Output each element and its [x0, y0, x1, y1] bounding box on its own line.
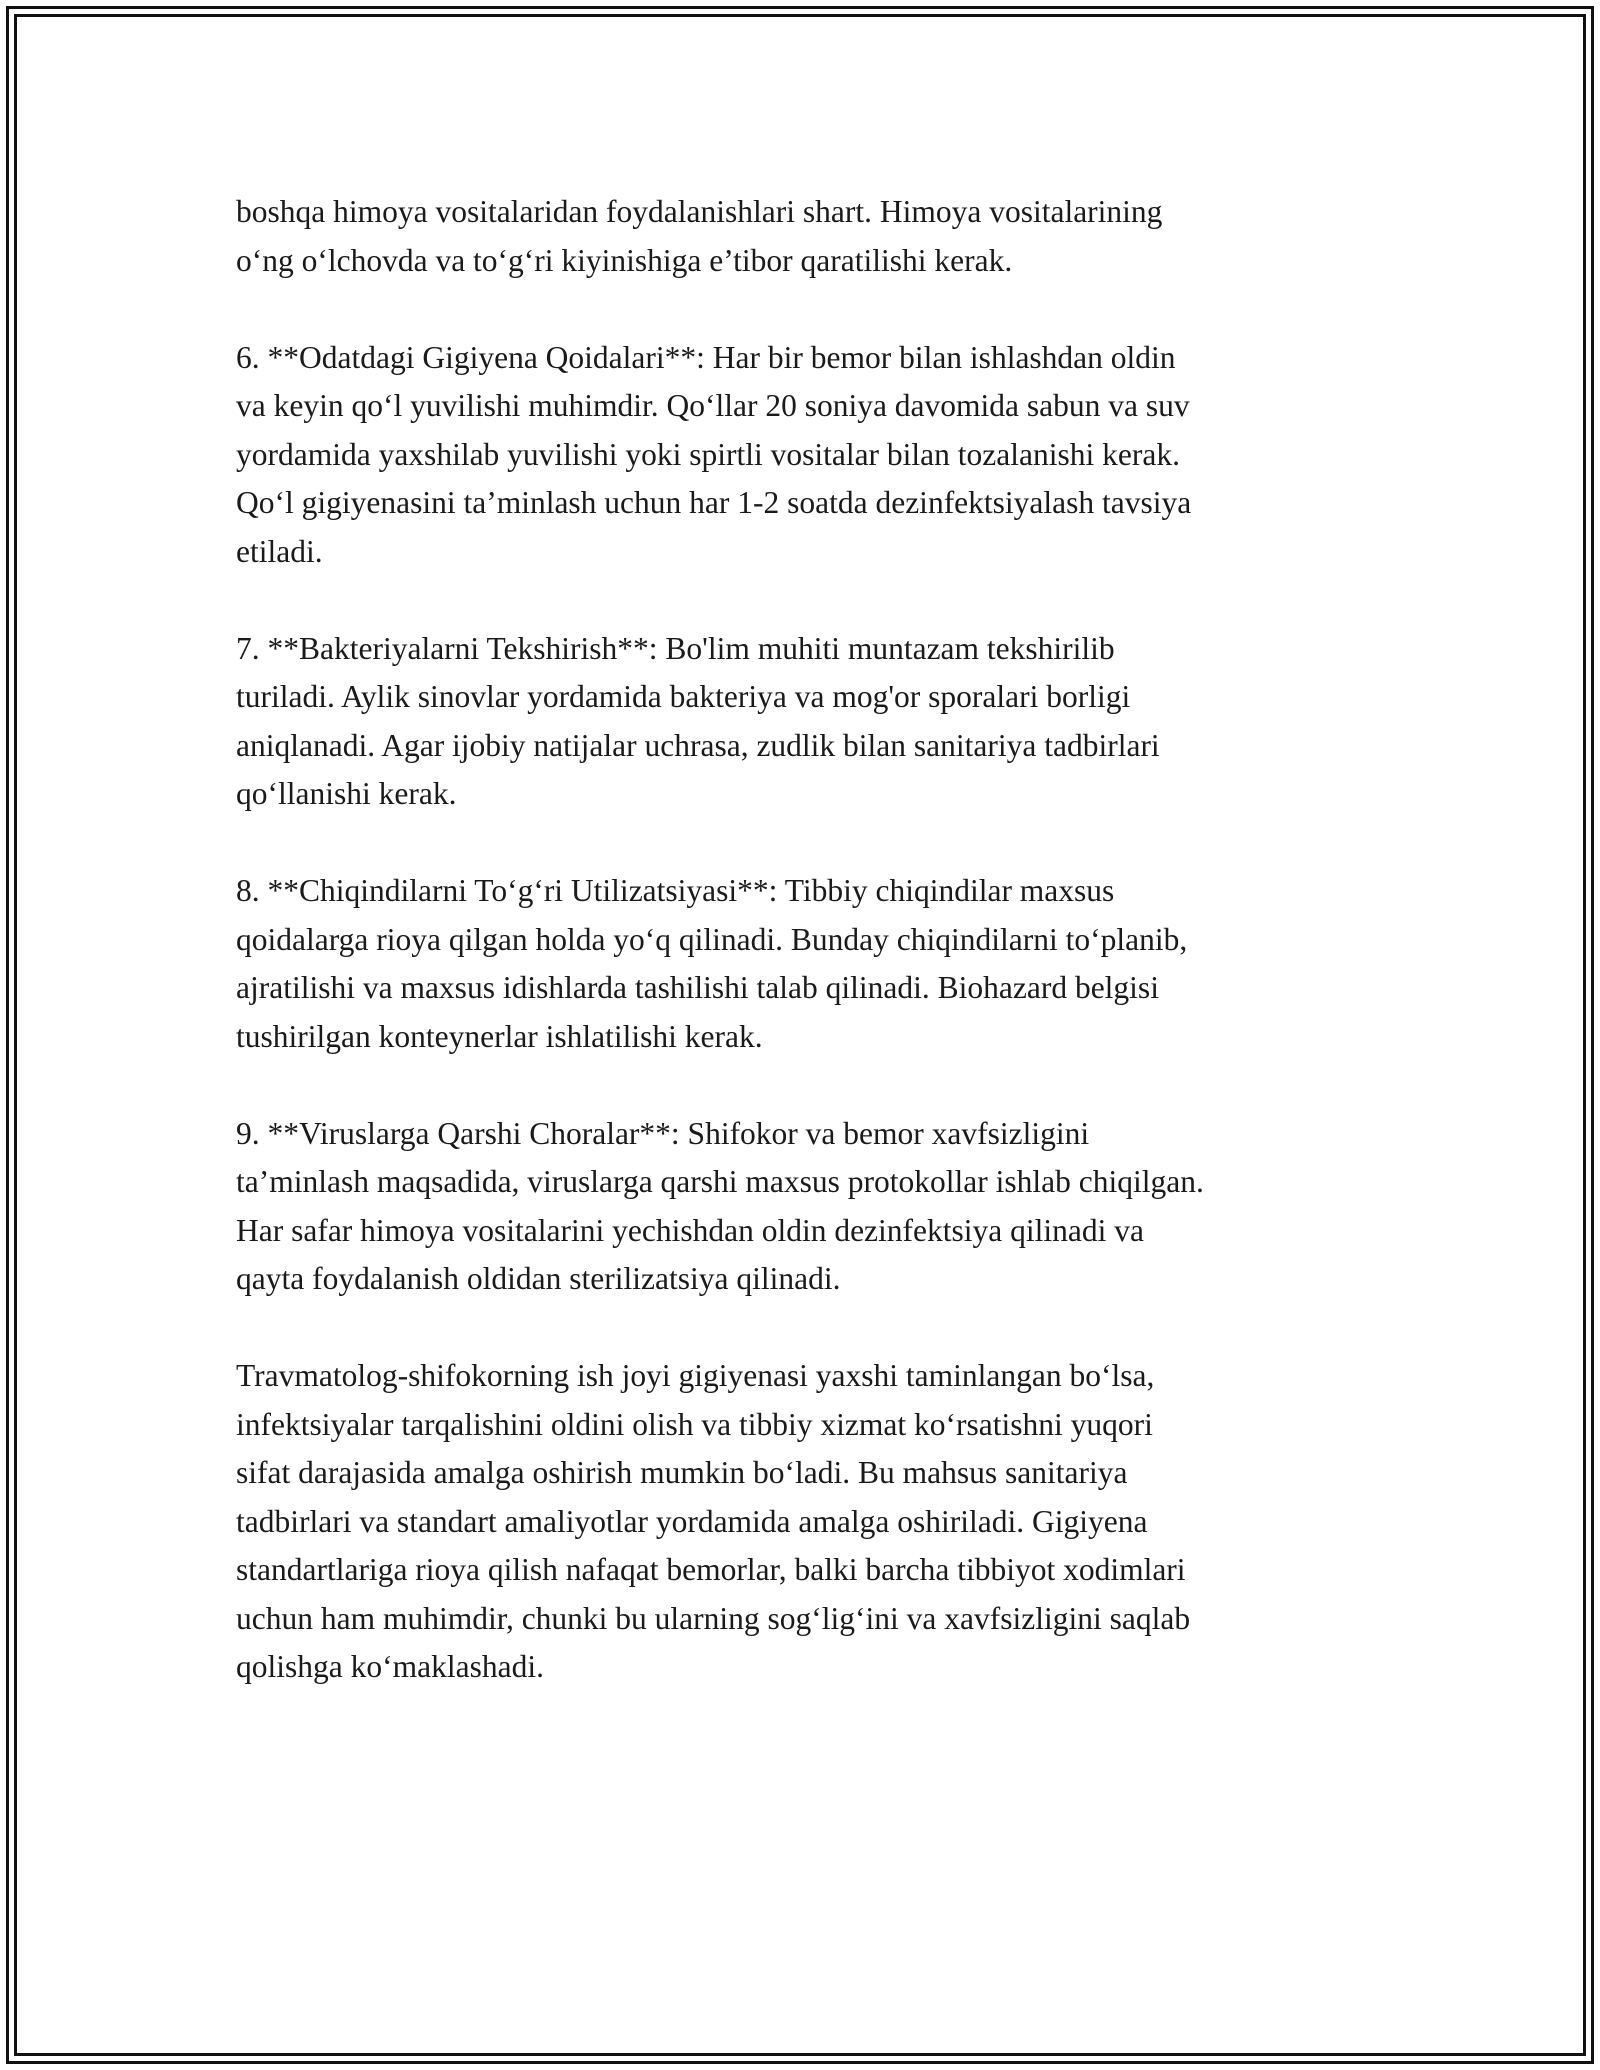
paragraph-hygiene-rules: 6. **Odatdagi Gigiyena Qoidalari**: Har bir bemor bilan ishlashdan oldin va keyin qo‘l yuvilishi muhimdir. Qo‘llar 20 soniya davomida sabun va suv yordamida yaxshilab yuvilishi yoki spirtli vositalar bilan tozalanishi kerak. Qo‘l gigiyenasini ta’minlash uchun har 1-2 soatda dezinfektsiyalash tavsiya etiladi. — [236, 339, 1192, 569]
paragraph-conclusion: Travmatolog-shifokorning ish joyi gigiyenasi yaxshi taminlangan bo‘lsa, infektsiyalar tarqalishini oldini olish va tibbiy xizmat ko‘rsatishni yuqori sifat darajasida amalga oshirish mumkin bo‘ladi. Bu mahsus sanitariya tadbirlari va standart amaliyotlar yordamida amalga oshiriladi. Gigiyena standartlariga rioya qilish nafaqat bemorlar, balki barcha tibbiyot xodimlari uchun ham muhimdir, chunki bu ularning sog‘lig‘ini va xavfsizligini saqlab qolishga ko‘maklashadi. — [236, 1358, 1191, 1684]
paragraph-bacteria-testing: 7. **Bakteriyalarni Tekshirish**: Bo'lim muhiti muntazam tekshirilib turiladi. Aylik sinovlar yordamida bakteriya va mog'or sporalari borligi aniqlanadi. Agar ijobiy natijalar uchrasa, zudlik bilan sanitariya tadbirlari qo‘llanishi kerak. — [236, 630, 1160, 811]
document-body — [236, 188, 1386, 1692]
paragraph-ppe-continuation: boshqa himoya vositalaridan foydalanishlari shart. Himoya vositalarining o‘ng o‘lchovda va to‘g‘ri kiyinishiga e’tibor qaratilishi kerak. — [236, 194, 1163, 278]
paragraph-waste-disposal: 8. **Chiqindilarni To‘g‘ri Utilizatsiyasi**: Tibbiy chiqindilar maxsus qoidalarga rioya qilgan holda yo‘q qilinadi. Bunday chiqindilarni to‘planib, ajratilishi va maxsus idishlarda tashilishi talab qilinadi. Biohazard belgisi tushirilgan konteynerlar ishlatilishi kerak. — [236, 873, 1188, 1054]
paragraph-virus-measures: 9. **Viruslarga Qarshi Choralar**: Shifokor va bemor xavfsizligini ta’minlash maqsadida, viruslarga qarshi maxsus protokollar ishlab chiqilgan. Har safar himoya vositalarini yechishdan oldin dezinfektsiya qilinadi va qayta foydalanish oldidan sterilizatsiya qilinadi. — [236, 1115, 1204, 1296]
